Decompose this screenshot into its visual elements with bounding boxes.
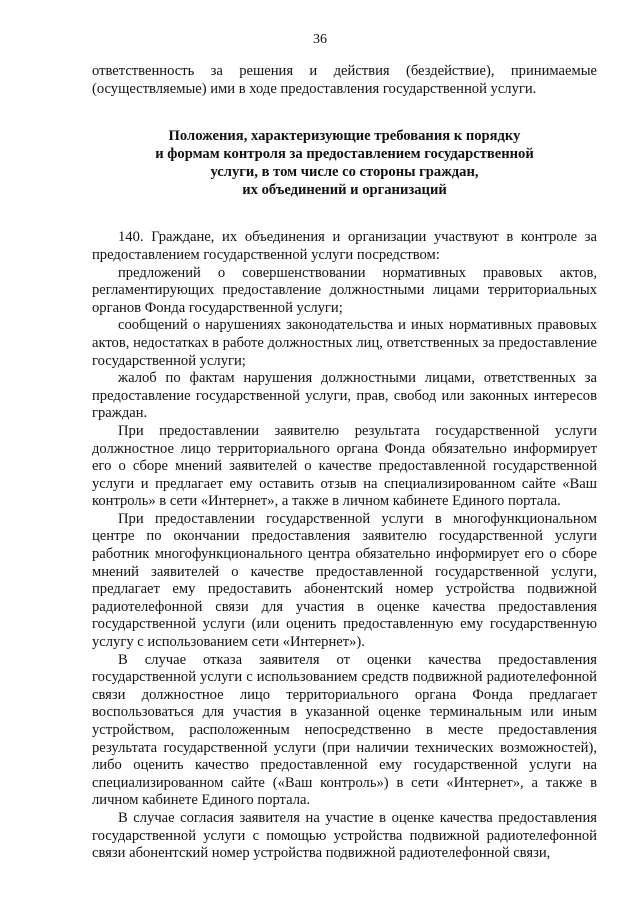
page-content [92, 63, 597, 863]
paragraph-reports: сообщений о нарушениях законодательства и иных нормативных правовых актов, недостатках в работе должностных лиц, ответственных за предоставление государственной услуги; [92, 317, 597, 369]
paragraph-consent-case: В случае согласия заявителя на участие в оценке качества предоставления государственной услуги с помощью устройства подвижной радиотелефонной связи абонентский номер устройства подвижной радиотелефонной связи, [92, 809, 597, 862]
page-number: 36 [313, 32, 327, 47]
section-heading [92, 128, 597, 199]
paragraph-complaints: жалоб по фактам нарушения должностными лицами, ответственных за предоставление государственной услуги, прав, свобод или законных интересов граждан. [92, 370, 597, 422]
paragraph-140: 140. Граждане, их объединения и организации участвуют в контроле за предоставлением государственной услуги посредством: [92, 229, 597, 263]
paragraph-result-feedback: При предоставлении заявителю результата государственной услуги должностное лицо территориального органа Фонда обязательно информирует его о сборе мнений заявителей о качестве предоставленной государственной услуги и предлагает ему оставить отзыв на специализированном сайте «Ваш контроль» в сети «Интернет», а также в личном кабинете Единого портала. [92, 422, 597, 510]
section-heading-line: их объединений и организаций [242, 181, 447, 198]
section-heading-line: и формам контроля за предоставлением государственной [155, 145, 534, 162]
continuation-paragraph: ответственность за решения и действия (бездействие), принимаемые (осуществляемые) ими в ходе предоставления государственной услуги. [92, 63, 597, 97]
paragraph-refusal-case: В случае отказа заявителя от оценки качества предоставления государственной услуги с использованием средств подвижной радиотелефонной связи должностное лицо территориального органа Фонда предлагает воспользоваться для участия в указанной оценке терминальным или иным устройством, расположенным непосредственно в месте предоставления результата государственной услуги (при наличии технических возможностей), либо оценить качество предоставленной ему государственной услуги на специализированном сайте («Ваш контроль») в сети «Интернет», а также в личном кабинете Единого портала. [92, 651, 597, 809]
section-heading-line: Положения, характеризующие требования к порядку [168, 128, 521, 145]
section-heading-line: услуги, в том числе со стороны граждан, [210, 163, 479, 180]
paragraph-mfc-feedback: При предоставлении государственной услуги в многофункциональном центре по окончании предоставления заявителю государственной услуги работник многофункционального центра обязательно информирует его о сборе мнений заявителей о качестве предоставленной государственной услуги, предлагает ему предоставить абонентский номер устройства подвижной радиотелефонной связи для участия в оценке качества предоставления государственной услуги (или оценить предоставленную ему государственную услугу с использованием сети «Интернет»). [92, 510, 597, 651]
paragraph-proposals: предложений о совершенствовании нормативных правовых актов, регламентирующих предоставление должностными лицами территориальных органов Фонда государственной услуги; [92, 264, 597, 316]
